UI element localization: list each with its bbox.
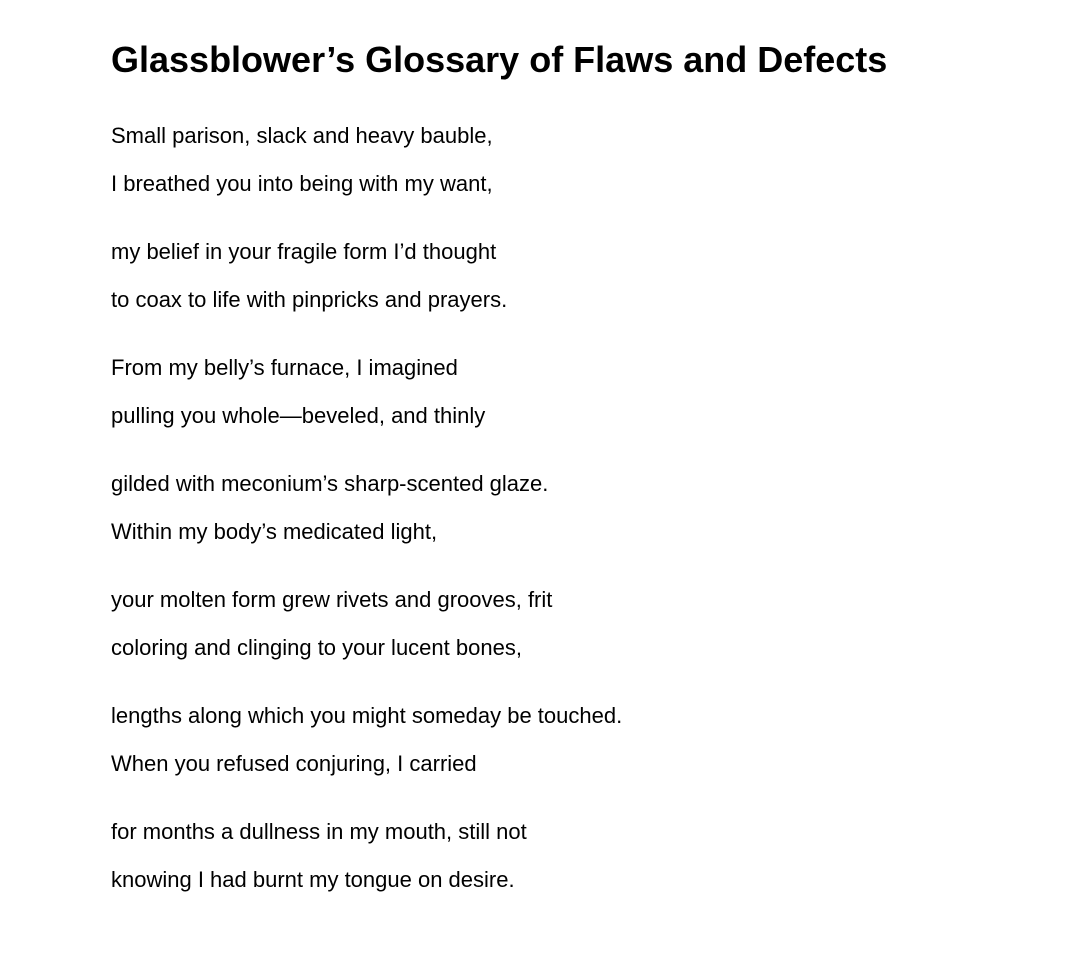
poem-line: for months a dullness in my mouth, still not <box>111 819 527 844</box>
poem-line: Within my body’s medicated light, <box>111 519 438 544</box>
poem-line: From my belly’s furnace, I imagined <box>111 355 458 380</box>
stanza <box>111 808 1011 904</box>
stanza <box>111 460 1011 556</box>
poem-line: gilded with meconium’s sharp-scented glaze. <box>111 471 549 496</box>
poem-line: to coax to life with pinpricks and prayers. <box>111 287 508 312</box>
poem-body <box>111 112 1011 904</box>
stanza <box>111 344 1011 440</box>
poem-line: your molten form grew rivets and grooves, frit <box>111 587 553 612</box>
poem-line: I breathed you into being with my want, <box>111 171 493 196</box>
poem-line: knowing I had burnt my tongue on desire. <box>111 867 515 892</box>
poem-line: When you refused conjuring, I carried <box>111 751 477 776</box>
poem-line: pulling you whole—beveled, and thinly <box>111 403 486 428</box>
poem-title: Glassblower’s Glossary of Flaws and Defects <box>111 39 888 80</box>
poem-page <box>111 36 1011 924</box>
stanza <box>111 228 1011 324</box>
poem-line: lengths along which you might someday be touched. <box>111 703 623 728</box>
poem-line: coloring and clinging to your lucent bones, <box>111 635 522 660</box>
stanza <box>111 112 1011 208</box>
poem-line: Small parison, slack and heavy bauble, <box>111 123 493 148</box>
stanza <box>111 576 1011 672</box>
stanza <box>111 692 1011 788</box>
poem-line: my belief in your fragile form I’d thought <box>111 239 497 264</box>
